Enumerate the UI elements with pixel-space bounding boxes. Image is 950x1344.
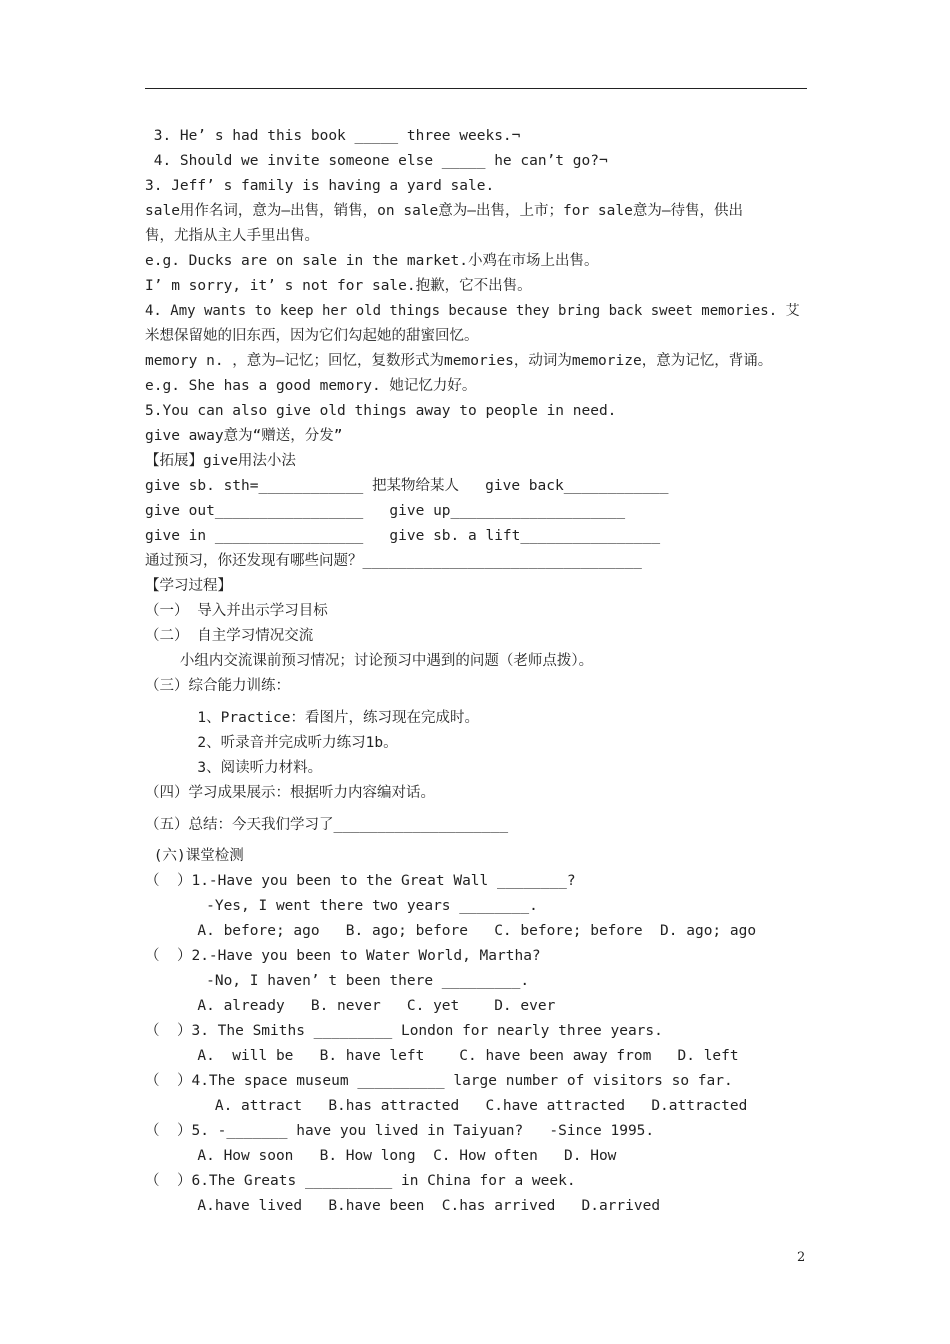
text-line: sale用作名词，意为—出售，销售，on sale意为—出售，上市；for sale意为—待售，供出: [145, 203, 744, 219]
text-line: （三）综合能力训练：: [145, 678, 290, 694]
question-line: （ ）5. -_______ have you lived in Taiyuan? -Since 1995.: [145, 1123, 655, 1139]
text-line: （四）学习成果展示：根据听力内容编对话。: [145, 785, 435, 801]
question-line: （ ）2.-Have you been to Water World, Martha?: [145, 948, 541, 964]
answer-options: A. attract B.has attracted C.have attracted D.attracted: [145, 1098, 748, 1114]
text-line: give sb. sth=____________ 把某物给某人 give back____________: [145, 478, 669, 494]
text-line: 4. Should we invite someone else _____ he can’t go?¬: [145, 153, 608, 169]
page-number: 2: [797, 1250, 806, 1265]
text-line: 米想保留她的旧东西，因为它们勾起她的甜蜜回忆。: [145, 328, 479, 344]
text-line: （二） 自主学习情况交流: [145, 628, 314, 644]
text-line: give out_________________ give up____________________: [145, 503, 626, 519]
text-line: memory n. ，意为—记忆；回忆，复数形式为memories，动词为memorize，意为记忆，背诵。: [145, 353, 773, 369]
question-line: （ ）3. The Smiths _________ London for nearly three years.: [145, 1023, 663, 1039]
text-line: I’ m sorry, it’ s not for sale.抱歉，它不出售。: [145, 278, 532, 294]
section-heading: 【学习过程】: [145, 578, 232, 594]
answer-options: A. will be B. have left C. have been away from D. left: [145, 1048, 739, 1064]
text-line: 3. Jeff’ s family is having a yard sale.: [145, 178, 495, 194]
text-line: give away意为“赠送，分发”: [145, 428, 343, 444]
text-line: e.g. Ducks are on sale in the market.小鸡在市场上出售。: [145, 253, 599, 269]
text-line: （五）总结：今天我们学习了____________________: [145, 817, 509, 833]
text-line: 2、听录音并完成听力练习1b。: [145, 735, 398, 751]
answer-options: A. already B. never C. yet D. ever: [145, 998, 556, 1014]
text-line: 售，尤指从主人手里出售。: [145, 228, 319, 244]
text-line: （一） 导入并出示学习目标: [145, 603, 328, 619]
question-line: -Yes, I went there two years ________.: [145, 898, 538, 914]
text-line: 通过预习，你还发现有哪些问题？________________________________: [145, 553, 642, 569]
section-heading: 【拓展】give用法小法: [145, 453, 296, 469]
question-line: （ ）6.The Greats __________ in China for a week.: [145, 1173, 576, 1189]
header-rule: [145, 88, 807, 89]
text-line: give in _________________ give sb. a lift________________: [145, 528, 661, 544]
question-line: -No, I haven’ t been there _________.: [145, 973, 530, 989]
question-line: （ ）4.The space museum __________ large number of visitors so far.: [145, 1073, 733, 1089]
text-line: 小组内交流课前预习情况；讨论预习中遇到的问题（老师点拨）。: [145, 653, 594, 669]
answer-options: A.have lived B.have been C.has arrived D.arrived: [145, 1198, 661, 1214]
section-heading: (六)课堂检测: [145, 848, 244, 864]
text-line: 5.You can also give old things away to people in need.: [145, 403, 617, 419]
text-line: 1、Practice：看图片，练习现在完成时。: [145, 710, 479, 726]
text-line: 3. He’ s had this book _____ three weeks.¬: [145, 128, 521, 144]
text-line: 4. Amy wants to keep her old things because they bring back sweet memories. 艾: [145, 303, 800, 319]
text-line: 3、阅读听力材料。: [145, 760, 323, 776]
answer-options: A. before; ago B. ago; before C. before; before D. ago; ago: [145, 923, 757, 939]
text-line: e.g. She has a good memory. 她记忆力好。: [145, 378, 477, 394]
answer-options: A. How soon B. How long C. How often D. How: [145, 1148, 617, 1164]
question-line: （ ）1.-Have you been to the Great Wall ________?: [145, 873, 576, 889]
